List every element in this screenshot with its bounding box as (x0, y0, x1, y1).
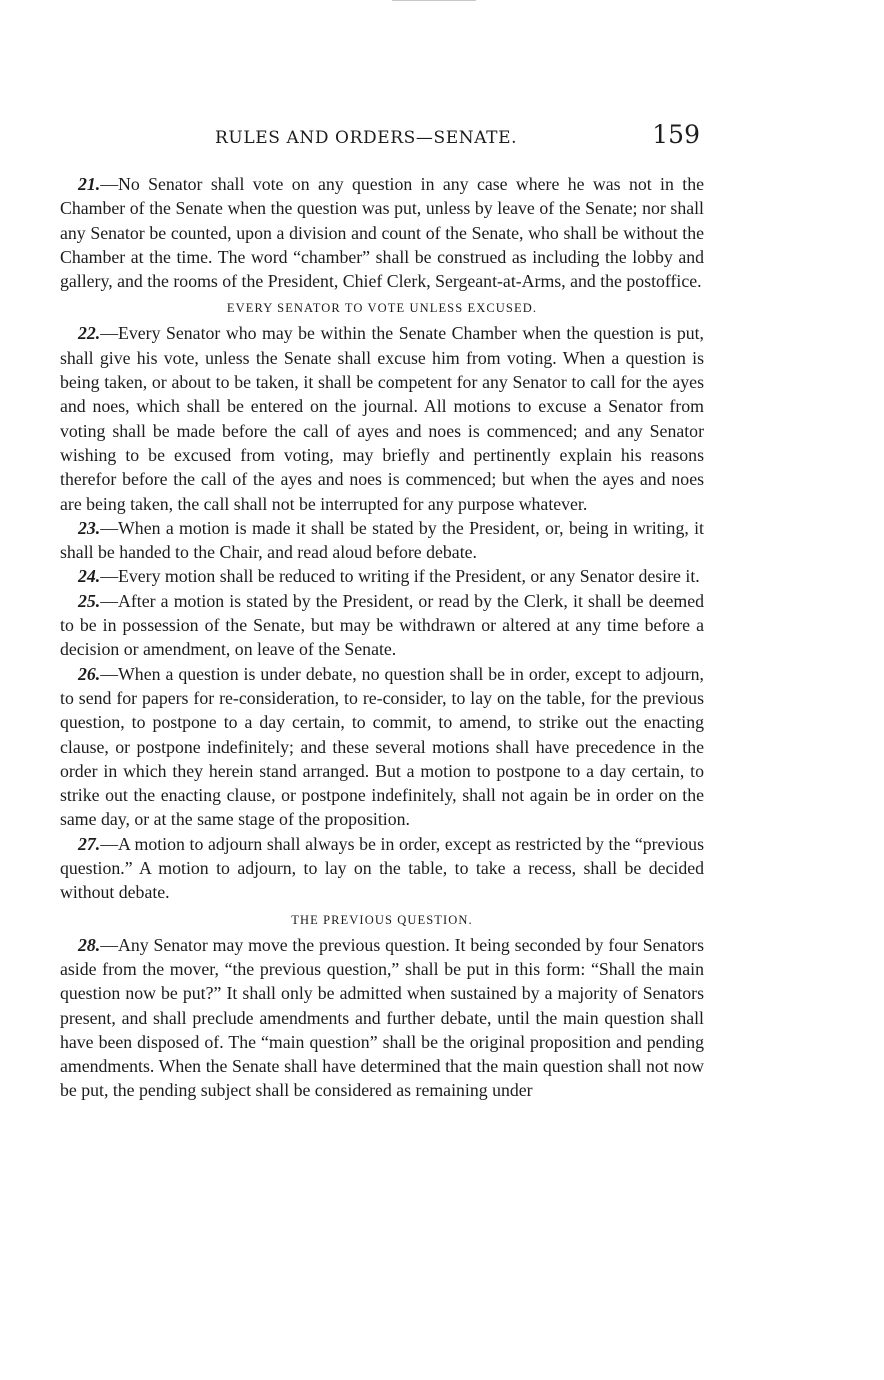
section-heading-previous-question: THE PREVIOUS QUESTION. (291, 912, 473, 927)
rule-number: 25. (78, 590, 101, 611)
rule-27 (60, 832, 704, 905)
rule-text: —When a motion is made it shall be stated by the President, or, being in writing, it shall be handed to the Chair, and read aloud before debate. (60, 517, 704, 563)
rule-28 (60, 933, 704, 1103)
page-body (60, 172, 704, 1103)
running-title: RULES AND ORDERS—SENATE. (215, 128, 518, 148)
rule-text: —Any Senator may move the previous question. It being seconded by four Senators aside from the mover, “the previous question,” shall be put in this form: “Shall the main question now be put?” It shall only be admitted when sustained by a majority of Senators present, and shall preclude amendments and further debate, until the main question shall have been disposed of. The “main question” shall be the original proposition and pending amendments. When the Senate shall have determined that the main question shall not now be put, the pending subject shall be considered as remaining under (60, 934, 704, 1101)
rule-24 (60, 564, 704, 588)
section-heading-every-senator-to-vote: EVERY SENATOR TO VOTE UNLESS EXCUSED. (226, 301, 538, 316)
rule-text: —After a motion is stated by the President, or read by the Clerk, it shall be deemed to be in possession of the Senate, but may be withdrawn or altered at any time before a decision or amendment, on leave of the Senate. (60, 590, 704, 660)
rule-number: 24. (78, 566, 101, 587)
rule-text: —A motion to adjourn shall always be in order, except as restricted by the “previous question.” A motion to adjourn, to lay on the table, to take a recess, shall be decided without debate. (60, 833, 704, 903)
running-head (60, 120, 704, 154)
rule-number: 22. (78, 323, 101, 344)
page-number: 159 (652, 120, 700, 149)
top-edge-rule (392, 0, 476, 1)
rule-26 (60, 662, 704, 832)
rule-number: 26. (78, 663, 101, 684)
rule-number: 28. (78, 934, 101, 955)
rule-number: 23. (78, 517, 101, 538)
rule-text: —No Senator shall vote on any question in any case where he was not in the Chamber of the Senate when the question was put, unless by leave of the Senate; nor shall any Senator be counted, upon a division and count of the Senate, who shall be without the Chamber at the time. The word “chamber” shall be construed as including the lobby and gallery, and the rooms of the President, Chief Clerk, Sergeant-at-Arms, and the postoffice. (60, 174, 704, 292)
rule-text: —Every motion shall be reduced to writing if the President, or any Senator desire it. (100, 566, 700, 587)
rule-text: —When a question is under debate, no question shall be in order, except to adjourn, to send for papers for re-consideration, to re-consider, to lay on the table, for the previous question, to postpone to a day certain, to commit, to amend, to strike out the enacting clause, or postpone indefinitely; and these several motions shall have precedence in the order in which they herein stand arranged. But a motion to postpone to a day certain, to strike out the enacting clause, or postpone indefinitely, shall not again be in order on the same day, or at the same stage of the proposition. (60, 663, 704, 830)
rule-23 (60, 516, 704, 565)
rule-text: —Every Senator who may be within the Senate Chamber when the question is put, shall give his vote, unless the Senate shall excuse him from voting. When a question is being taken, or about to be taken, it shall be competent for any Senator to call for the ayes and noes, which shall be entered on the journal. All motions to excuse a Senator from voting shall be made before the call of ayes and noes is commenced; and any Senator wishing to be excused from voting, may briefly and pertinently explain his reasons therefor before the call of the ayes and noes is commenced; but when the ayes and noes are being taken, the call shall not be interrupted for any purpose whatever. (60, 323, 704, 514)
rule-25 (60, 589, 704, 662)
rule-number: 27. (78, 833, 101, 854)
rule-number: 21. (78, 174, 101, 194)
rule-22 (60, 321, 704, 515)
rule-21 (60, 172, 704, 293)
